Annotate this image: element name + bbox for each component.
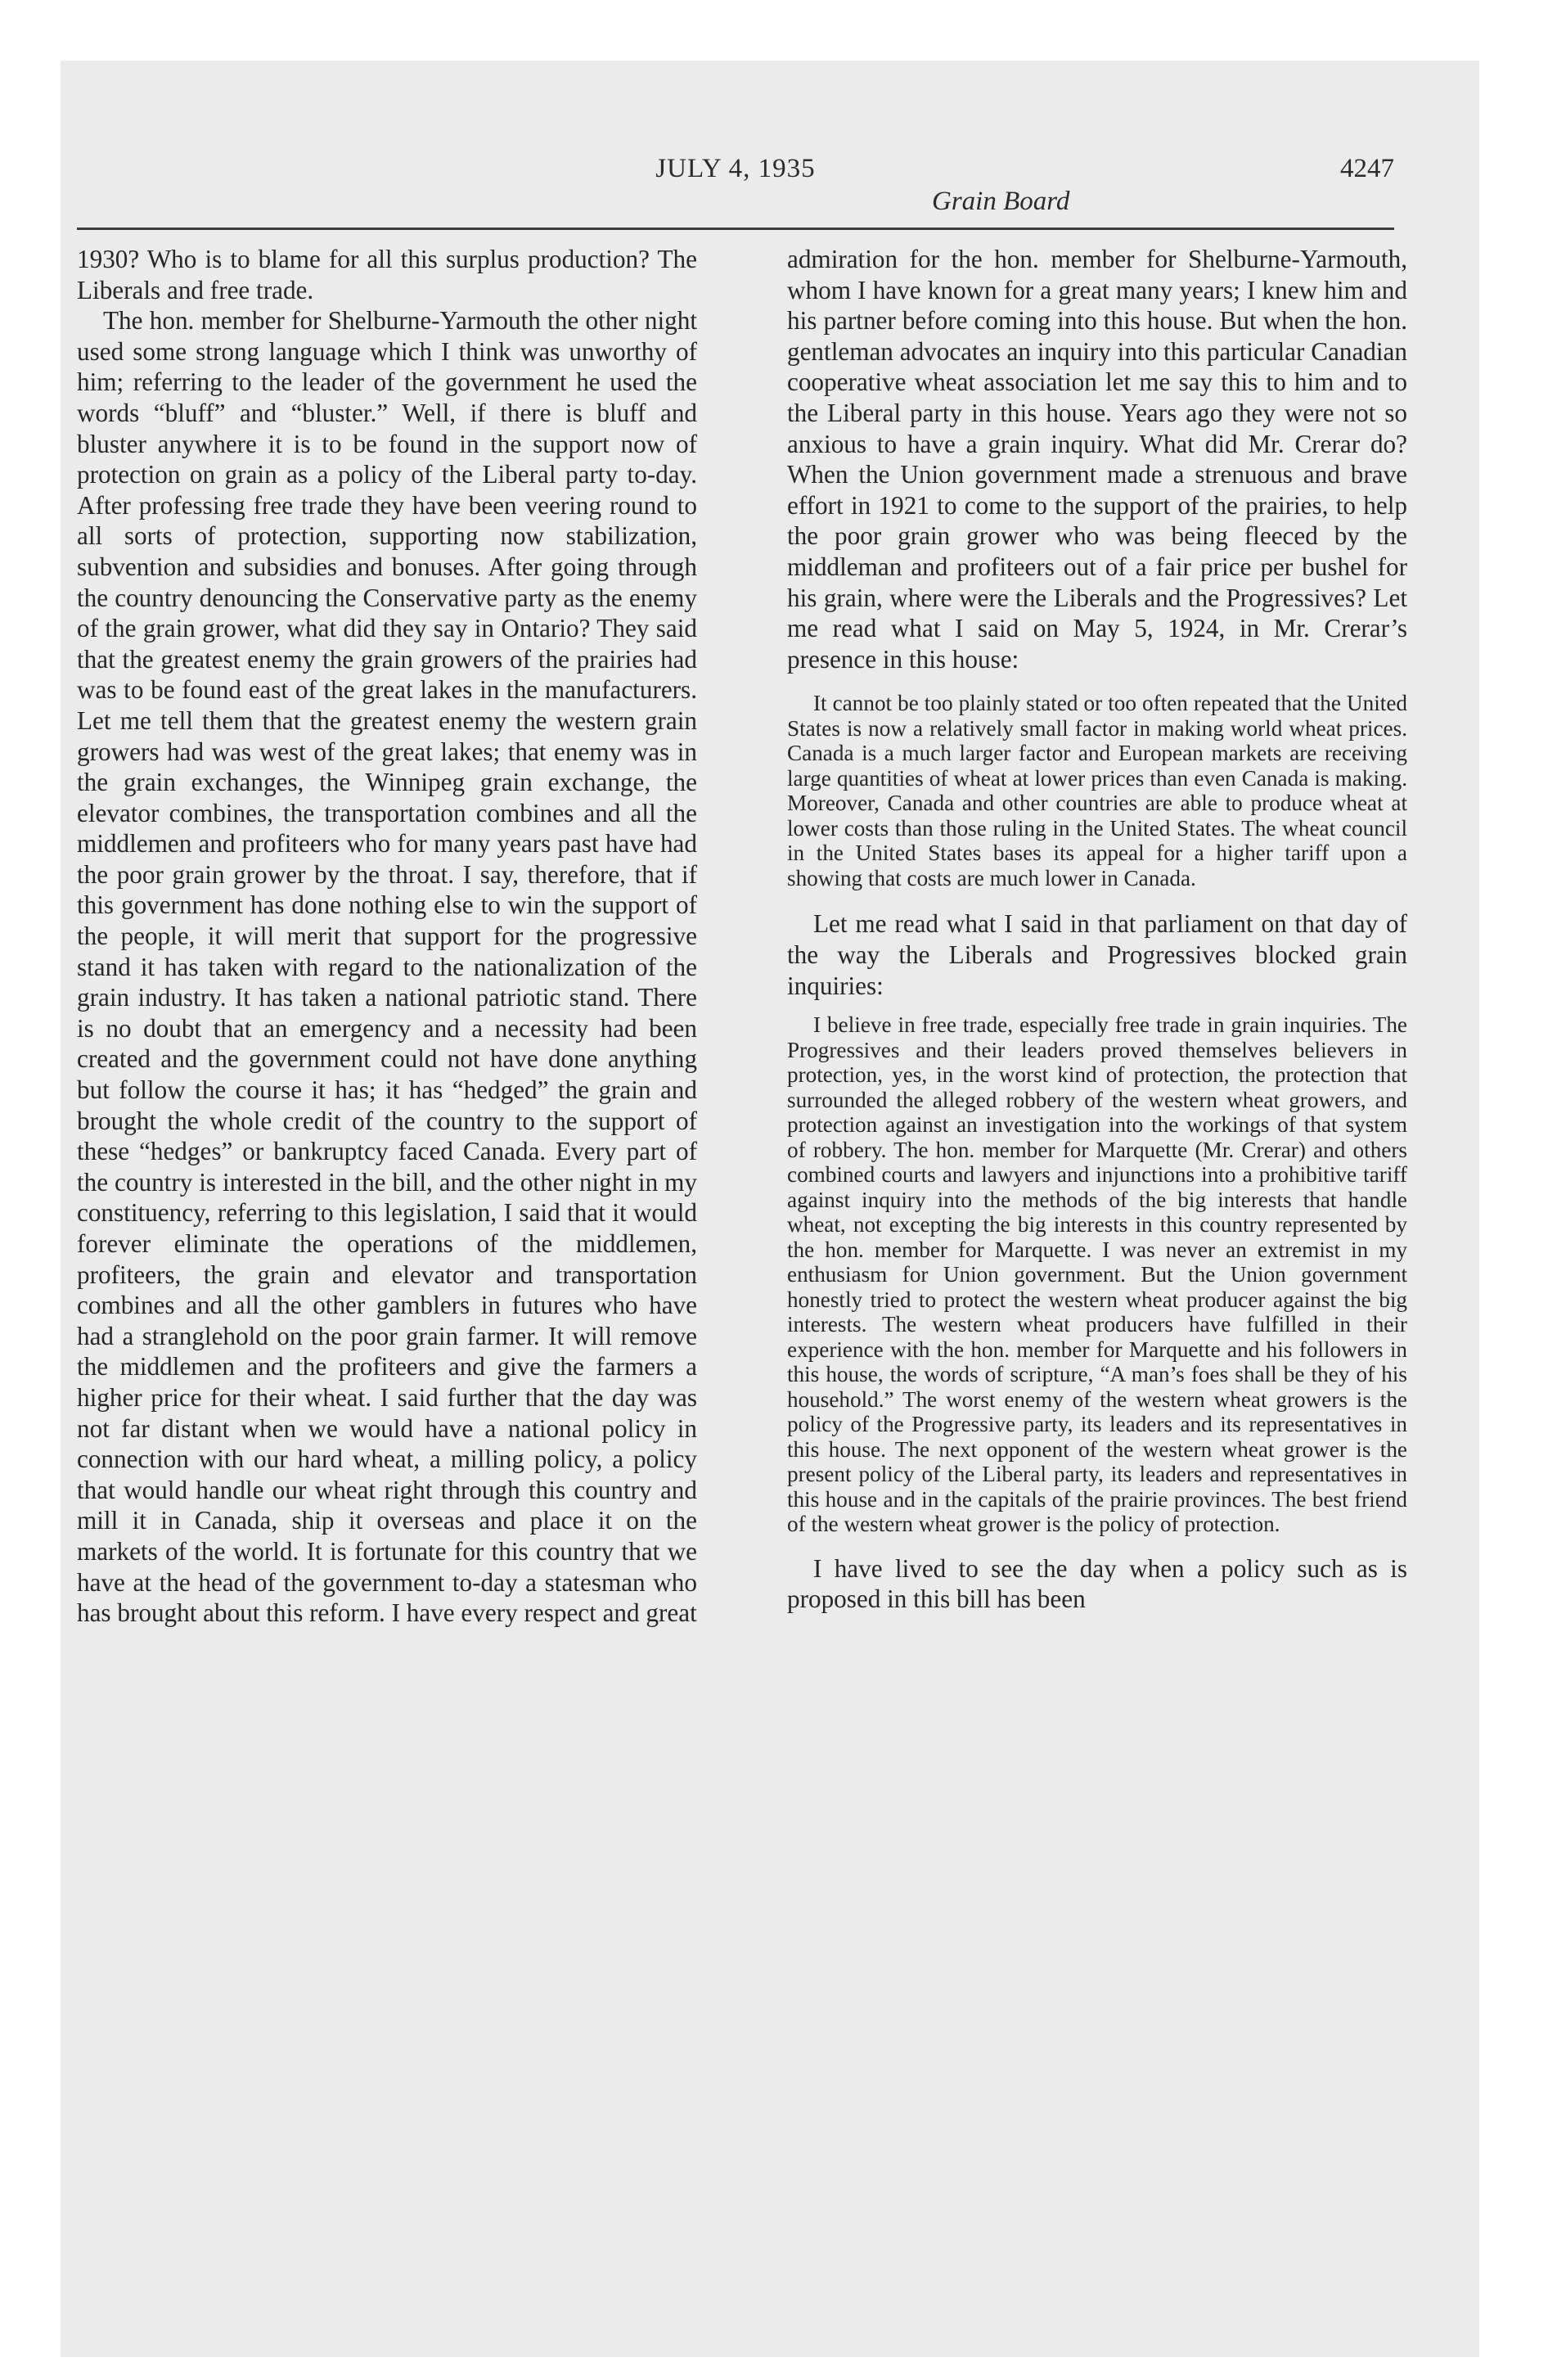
block-quote-1: It cannot be too plainly stated or too often repeated that the United States is now a relatively small factor in making world wheat prices. Canada is a much larger factor and European markets are receiving large quantities of wheat at lower prices than even Canada is making. Moreover, Canada and other countries are able to produce wheat at lower costs than those ruling in the United States. The wheat council in the United States bases its appeal for a higher tariff upon a showing that costs are much lower in Canada. bbox=[787, 691, 1407, 890]
left-paragraph-2: The hon. member for Shelburne-Yarmouth the other night used some strong language which I think was unworthy of him; referring to the leader of the government he used the words “bluff” and “bluster.” Well, if there is bluff and bluster anywhere it is to be found in the support now of protection on grain as a policy of the Liberal party to-day. After professing free trade they have been veering round to all sorts of protection, supporting now stabilization, subvention and subsidies and bonuses. After going through the country denouncing the Conservative party as the enemy of the grain grower, what did they say in Ontario? They said that the greatest enemy the grain growers of the prairies had was to be found east of the great lakes in the manufacturers. Let me tell them that the greatest enemy the western grain growers had was west of the great lakes; that enemy was in the grain exchanges, the Winnipeg grain exchange, the elevator combines, the transportation combines and all the middlemen and profiteers who for many years past have had the poor grain grower by the throat. I say, therefore, that if this government has done nothing else to win the support of the people, it will merit that support for the progressive stand it has taken with regard to the nationalization of the grain industry. It has taken a national patriotic stand. There is no doubt that an emergency and a necessity had been created and the government could not have done anything but follow the course it has; it has “hedged” the grain and brought the whole credit of the country to the support of these “hedges” or bankruptcy faced Canada. Every part of the country is interested in the bill, and the other night in my constituency, referring to this legislation, I said that it would forever eliminate the operations of the middlemen, profiteers, the grain and elevator and transportation combines and all the other gamblers in futures who have had a stranglehold on the poor grain farmer. It will remove the middlemen and the profiteers and give the farmers a higher price for their wheat. I said further that the day was not far distant when we would have a national policy in connection with our hard wheat, a milling policy, a policy that would handle our wheat right through this country and mill it in Canada, ship it overseas and place it on the markets of the world. It is fortunate for this country that we have at the head of the government to-day a statesman who has brought about this reform. I have every respect and great bbox=[77, 306, 697, 1628]
right-column bbox=[787, 244, 1407, 1615]
left-paragraph-1: 1930? Who is to blame for all this surplus production? The Liberals and free trade. bbox=[77, 245, 697, 304]
page-header bbox=[77, 93, 1394, 224]
right-paragraph-3: I have lived to see the day when a policy such as is proposed in this bill has been bbox=[787, 1553, 1407, 1614]
header-page-number: 4247 bbox=[1340, 154, 1394, 183]
header-rule bbox=[77, 228, 1394, 230]
left-column bbox=[77, 244, 697, 1629]
header-subject: Grain Board bbox=[932, 187, 1070, 216]
header-date: JULY 4, 1935 bbox=[655, 154, 816, 183]
right-paragraph-1: admiration for the hon. member for Shelburne-Yarmouth, whom I have known for a great many years; I knew him and his partner before coming into this house. But when the hon. gentleman advocates an inquiry into this particular Canadian cooperative wheat association let me say this to him and to the Liberal party in this house. Years ago they were not so anxious to have a grain inquiry. What did Mr. Crerar do? When the Union government made a strenuous and brave effort in 1921 to come to the support of the prairies, to help the poor grain grower who was being fleeced by the middleman and profiteers out of a fair price per bushel for his grain, where were the Liberals and the Progressives? Let me read what I said on May 5, 1924, in Mr. Crerar’s presence in this house: bbox=[787, 245, 1407, 674]
block-quote-2: I believe in free trade, especially free trade in grain inquiries. The Progressives and their leaders proved themselves believers in protection, yes, in the worst kind of protection, the protection that surrounded the alleged robbery of the western wheat growers, and protection against an investigation into the workings of that system of robbery. The hon. member for Marquette (Mr. Crerar) and others combined courts and lawyers and injunctions into a prohibitive tariff against inquiry into the methods of the big interests that handle wheat, not excepting the big interests in this country represented by the hon. member for Marquette. I was never an extremist in my enthusiasm for Union government. But the Union government honestly tried to protect the western wheat producer against the big interests. The western wheat producers have fulfilled in their experience with the hon. member for Marquette and his followers in this house, the words of scripture, “A man’s foes shall be they of his household.” The worst enemy of the western wheat growers is the policy of the Progressive party, its leaders and its representatives in this house. The next opponent of the western wheat grower is the present policy of the Liberal party, its leaders and representatives in this house and in the capitals of the prairie provinces. The best friend of the western wheat grower is the policy of protection. bbox=[787, 1012, 1407, 1537]
right-paragraph-2: Let me read what I said in that parliament on that day of the way the Liberals and Progressives blocked grain inquiries: bbox=[787, 909, 1407, 1000]
